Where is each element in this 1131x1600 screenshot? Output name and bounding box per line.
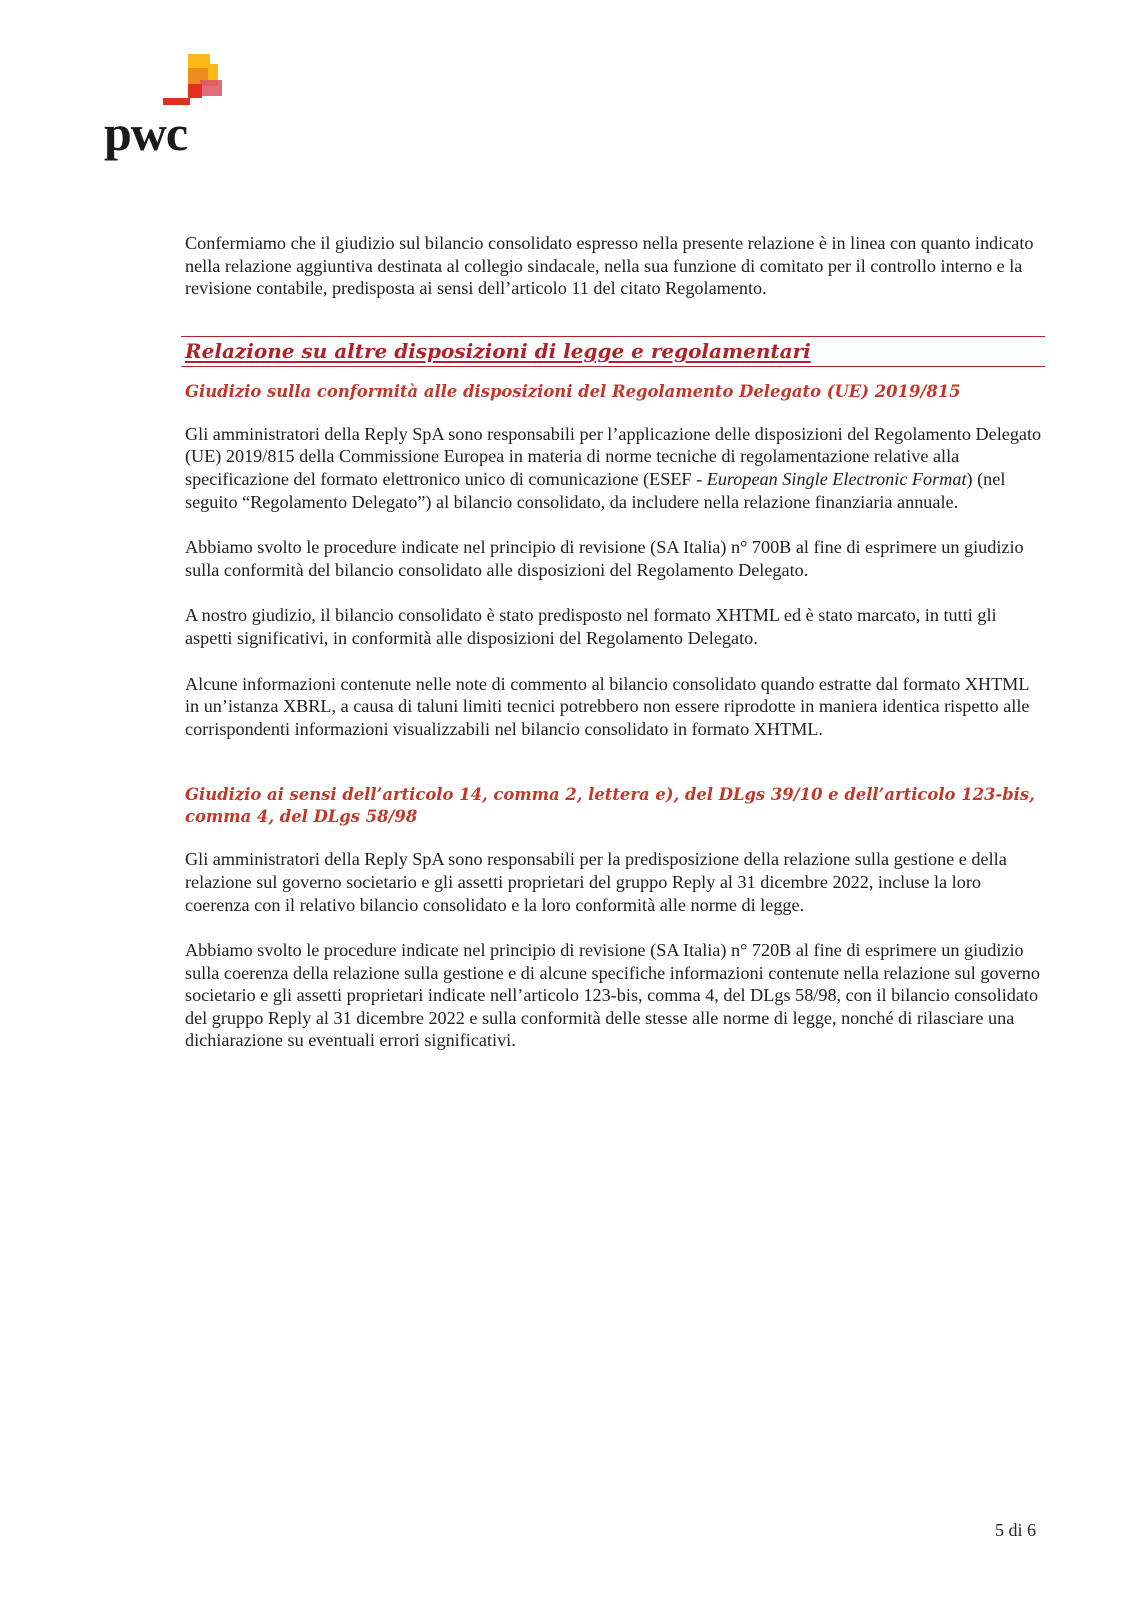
- esef-paragraph-4: Alcune informazioni contenute nelle note di commento al bilancio consolidato quando estratte dal formato XHTML in un’istanza XBRL, a causa di taluni limiti tecnici potrebbero non essere riprodotte in maniera identica rispetto alle corrispondenti informazioni visualizzabili nel bilancio consolidato in formato XHTML.: [185, 673, 1030, 739]
- document-body: [185, 232, 1045, 1075]
- pwc-logo-text: pwc: [104, 105, 188, 161]
- subsection-title-esef: Giudizio sulla conformità alle disposizioni del Regolamento Delegato (UE) 2019/815: [185, 381, 961, 401]
- esef-p1-text-a: Gli amministratori della Reply SpA sono responsabili per l’applicazione delle disposizioni del Regolamento Delegato (UE) 2019/815 della Commissione Europea in materia di norme tecniche di regolamentazione relative alla specificazione del formato elettronico unico di comunicazione (ESEF -: [185, 423, 1042, 489]
- esef-paragraph-2: Abbiamo svolto le procedure indicate nel principio di revisione (SA Italia) n° 700B al fine di esprimere un giudizio sulla conformità del bilancio consolidato alle disposizioni del Regolamento Delegato.: [185, 537, 1024, 580]
- subsection-title-dlgs: Giudizio ai sensi dell’articolo 14, comma 2, lettera e), del DLgs 39/10 e dell’articolo 123-bis, comma 4, del DLgs 58/98: [185, 785, 1035, 827]
- page-number: 5 di 6: [994, 1520, 1036, 1540]
- esef-paragraph-3: A nostro giudizio, il bilancio consolidato è stato predisposto nel formato XHTML ed è stato marcato, in tutti gli aspetti significativi, in conformità alle disposizioni del Regolamento Delegato.: [185, 605, 997, 648]
- dlgs-paragraph-1: Gli amministratori della Reply SpA sono responsabili per la predisposizione della relazione sulla gestione e della relazione sul governo societario e gli assetti proprietari del gruppo Reply al 31 dicembre 2022, incluse la loro coerenza con il relativo bilancio consolidato e la loro conformità alle norme di legge.: [185, 849, 1007, 915]
- pwc-logo: [104, 54, 244, 164]
- esef-p1-italic: European Single Electronic Format: [706, 468, 967, 489]
- pwc-logo-mark: [104, 54, 244, 108]
- esef-p1-text-b: ) (nel seguito “Regolamento Delegato”) al bilancio consolidato, da includere nella relazione finanziaria annuale.: [185, 468, 1006, 512]
- esef-paragraph-1: [185, 423, 1045, 513]
- section-heading: [181, 336, 1045, 367]
- intro-paragraph: Confermiamo che il giudizio sul bilancio consolidato espresso nella presente relazione è in linea con quanto indicato nella relazione aggiuntiva destinata al collegio sindacale, nella sua funzione di comitato per il controllo interno e la revisione contabile, predisposta ai sensi dell’articolo 11 del citato Regolamento.: [185, 233, 1034, 299]
- dlgs-paragraph-2: Abbiamo svolto le procedure indicate nel principio di revisione (SA Italia) n° 720B al fine di esprimere un giudizio sulla coerenza della relazione sulla gestione e di alcune specifiche informazioni contenute nella relazione sul governo societario e gli assetti proprietari indicate nell’articolo 123-bis, comma 4, del DLgs 58/98, con il bilancio consolidato del gruppo Reply al 31 dicembre 2022 e sulla conformità delle stesse alle norme di legge, nonché di rilasciare una dichiarazione su eventuali errori significativi.: [185, 940, 1040, 1051]
- section-title: Relazione su altre disposizioni di legge e regolamentari: [185, 338, 811, 363]
